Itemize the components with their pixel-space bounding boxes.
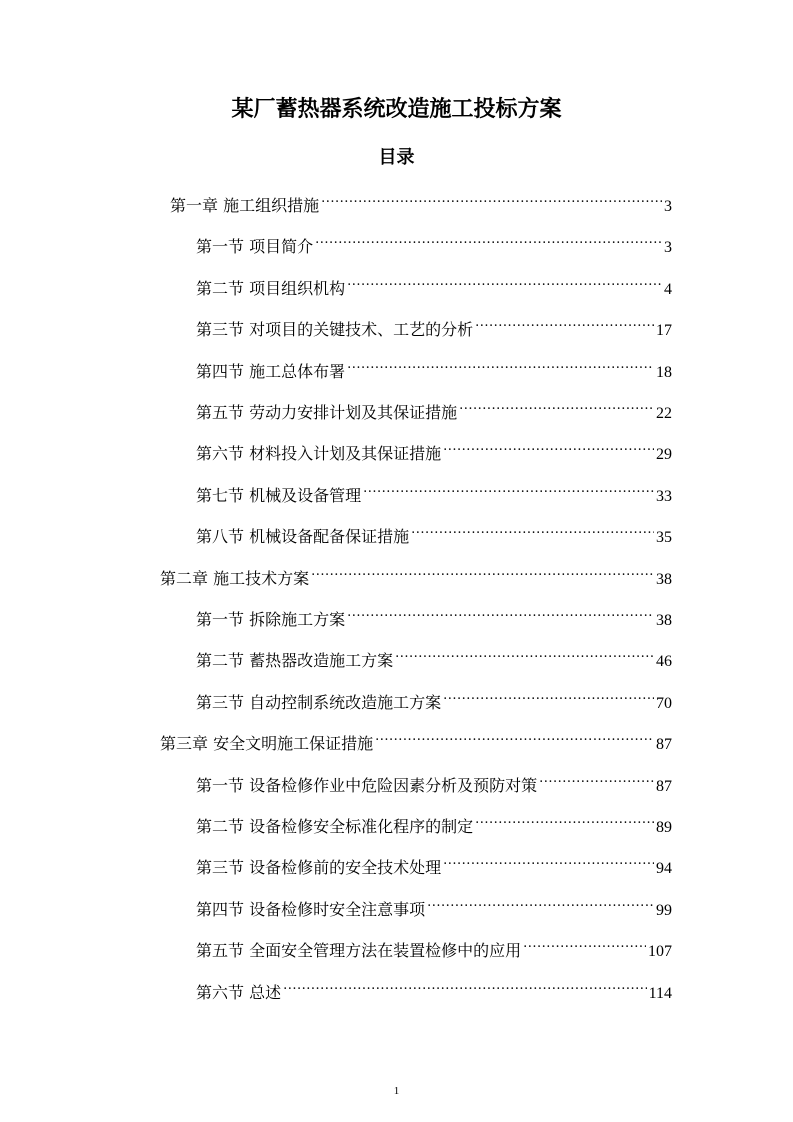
toc-dot-leader xyxy=(315,226,662,252)
toc-dot-leader xyxy=(475,806,654,832)
toc-entry-page-number: 38 xyxy=(656,571,672,588)
toc-dot-leader xyxy=(311,558,654,584)
toc-entry-label: 第八节 机械设备配备保证措施 xyxy=(196,527,410,546)
toc-entry-page-number: 29 xyxy=(656,446,672,463)
toc-section-entry[interactable] xyxy=(196,765,672,795)
toc-dot-leader xyxy=(375,723,654,749)
toc-dot-leader xyxy=(363,475,654,501)
toc-entry-label: 第二节 项目组织机构 xyxy=(196,279,346,298)
toc-entry-label: 第三节 对项目的关键技术、工艺的分析 xyxy=(196,320,474,339)
toc-section-entry[interactable] xyxy=(196,889,672,919)
toc-chapter-entry[interactable] xyxy=(170,185,672,215)
toc-entry-label: 第五节 全面安全管理方法在装置检修中的应用 xyxy=(196,941,522,960)
toc-section-entry[interactable] xyxy=(196,640,672,670)
toc-dot-leader xyxy=(443,682,654,708)
toc-entry-page-number: 17 xyxy=(656,322,672,339)
toc-entry-label: 第一章 施工组织措施 xyxy=(170,196,320,215)
toc-section-entry[interactable] xyxy=(196,309,672,339)
toc-section-entry[interactable] xyxy=(196,806,672,836)
toc-entry-label: 第七节 机械及设备管理 xyxy=(196,486,362,505)
toc-section-entry[interactable] xyxy=(196,972,672,1002)
toc-entry-page-number: 114 xyxy=(648,985,672,1002)
toc-entry-page-number: 70 xyxy=(656,695,672,712)
toc-dot-leader xyxy=(523,930,646,956)
toc-entry-label: 第五节 劳动力安排计划及其保证措施 xyxy=(196,403,458,422)
toc-dot-leader xyxy=(283,972,647,998)
toc-dot-leader xyxy=(347,268,662,294)
toc-entry-page-number: 35 xyxy=(656,529,672,546)
toc-entry-page-number: 107 xyxy=(648,943,672,960)
toc-entry-page-number: 89 xyxy=(656,819,672,836)
toc-heading: 目录 xyxy=(378,147,415,168)
toc-section-entry[interactable] xyxy=(196,433,672,463)
toc-section-entry[interactable] xyxy=(196,516,672,546)
toc-entry-page-number: 99 xyxy=(656,902,672,919)
toc-entry-page-number: 3 xyxy=(664,239,672,256)
toc-section-entry[interactable] xyxy=(196,599,672,629)
toc-entry-page-number: 4 xyxy=(664,281,672,298)
toc-entry-label: 第三节 设备检修前的安全技术处理 xyxy=(196,858,442,877)
toc-entry-label: 第三章 安全文明施工保证措施 xyxy=(160,734,374,753)
toc-dot-leader xyxy=(347,599,654,625)
toc-entry-page-number: 87 xyxy=(656,778,672,795)
toc-section-entry[interactable] xyxy=(196,351,672,381)
toc-dot-leader xyxy=(411,516,654,542)
toc-entry-label: 第一节 拆除施工方案 xyxy=(196,610,346,629)
toc-entry-label: 第三节 自动控制系统改造施工方案 xyxy=(196,693,442,712)
toc-entry-label: 第四节 施工总体布署 xyxy=(196,362,346,381)
toc-entry-label: 第二节 蓄热器改造施工方案 xyxy=(196,651,394,670)
toc-entry-label: 第六节 总述 xyxy=(196,983,282,1002)
toc-dot-leader xyxy=(475,309,654,335)
document-title: 某厂蓄热器系统改造施工投标方案 xyxy=(231,97,562,122)
toc-dot-leader xyxy=(347,351,654,377)
toc-entry-page-number: 18 xyxy=(656,364,672,381)
toc-entry-label: 第一节 设备检修作业中危险因素分析及预防对策 xyxy=(196,776,538,795)
toc-entry-page-number: 33 xyxy=(656,488,672,505)
toc-dot-leader xyxy=(427,889,654,915)
toc-entry-page-number: 3 xyxy=(664,198,672,215)
toc-entry-label: 第六节 材料投入计划及其保证措施 xyxy=(196,444,442,463)
toc-section-entry[interactable] xyxy=(196,392,672,422)
toc-entry-page-number: 46 xyxy=(656,653,672,670)
toc-entry-label: 第二章 施工技术方案 xyxy=(160,569,310,588)
toc-section-entry[interactable] xyxy=(196,682,672,712)
toc-section-entry[interactable] xyxy=(196,226,672,256)
toc-dot-leader xyxy=(459,392,654,418)
toc-section-entry[interactable] xyxy=(196,268,672,298)
toc-dot-leader xyxy=(395,640,654,666)
toc-section-entry[interactable] xyxy=(196,475,672,505)
toc-dot-leader xyxy=(539,765,654,791)
toc-entry-page-number: 38 xyxy=(656,612,672,629)
toc-section-entry[interactable] xyxy=(196,930,672,960)
toc-entry-label: 第一节 项目简介 xyxy=(196,237,314,256)
toc-entry-page-number: 87 xyxy=(656,736,672,753)
page-number: 1 xyxy=(393,1085,400,1097)
toc-chapter-entry[interactable] xyxy=(160,723,672,753)
toc-section-entry[interactable] xyxy=(196,847,672,877)
toc-entry-label: 第二节 设备检修安全标准化程序的制定 xyxy=(196,817,474,836)
toc-chapter-entry[interactable] xyxy=(160,558,672,588)
toc-dot-leader xyxy=(443,847,654,873)
toc-entry-label: 第四节 设备检修时安全注意事项 xyxy=(196,900,426,919)
toc-entry-page-number: 22 xyxy=(656,405,672,422)
toc-dot-leader xyxy=(443,433,654,459)
toc-dot-leader xyxy=(321,185,662,211)
toc-entry-page-number: 94 xyxy=(656,860,672,877)
